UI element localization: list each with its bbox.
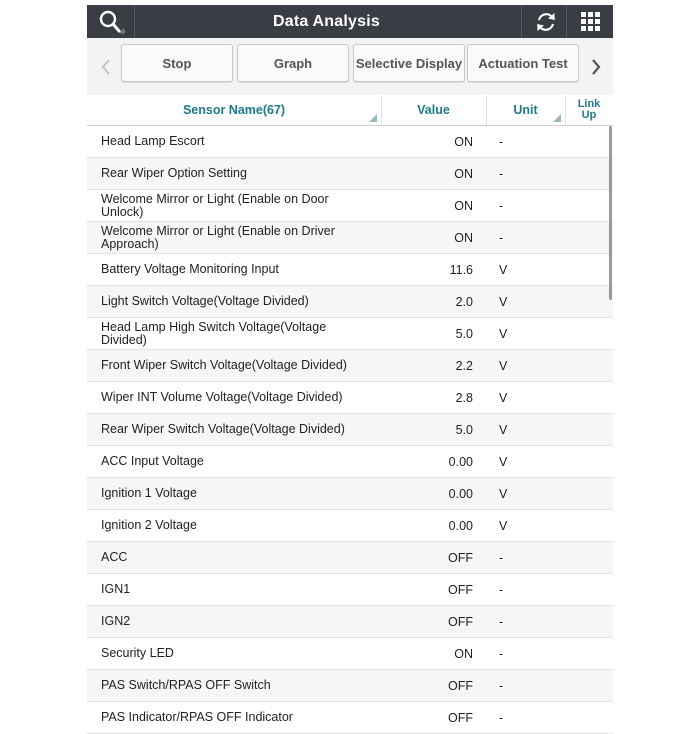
column-header-sensor-name[interactable] [87, 95, 382, 125]
table-row[interactable] [87, 382, 613, 414]
sensor-unit-cell: - [499, 614, 504, 629]
sensor-unit-cell: V [499, 262, 508, 277]
toolbar [87, 38, 613, 96]
sensor-unit-cell: V [499, 454, 508, 469]
sensor-value-cell: 2.8 [455, 390, 473, 405]
search-icon [96, 9, 126, 35]
table-row[interactable] [87, 286, 613, 318]
sensor-name-cell: Security LED [101, 646, 174, 660]
sensor-name-cell: PAS Switch/RPAS OFF Switch [101, 678, 271, 692]
selective-display-button[interactable]: Selective Display [353, 44, 465, 82]
table-header [87, 95, 613, 126]
title-bar [87, 5, 613, 38]
table-row[interactable] [87, 606, 613, 638]
sensor-name-cell: Welcome Mirror or Light (Enable on Driver Approach) [101, 223, 335, 251]
table-row[interactable] [87, 350, 613, 382]
chevron-right-icon [590, 58, 602, 76]
sensor-name-cell: ACC Input Voltage [101, 454, 204, 468]
sensor-unit-cell: - [499, 166, 504, 181]
sensor-unit-cell: - [499, 582, 504, 597]
table-row[interactable] [87, 414, 613, 446]
sort-indicator-icon [369, 114, 377, 122]
sensor-unit-cell: - [499, 198, 504, 213]
sensor-value-cell: ON [454, 230, 473, 245]
sensor-name-cell: Welcome Mirror or Light (Enable on Door Unlock) [101, 191, 329, 219]
sensor-value-cell: ON [454, 646, 473, 661]
table-row[interactable] [87, 542, 613, 574]
sensor-name-cell: Head Lamp High Switch Voltage(Voltage Divided) [101, 319, 327, 347]
table-row[interactable] [87, 510, 613, 542]
toolbar-prev-button[interactable] [91, 38, 121, 95]
sensor-value-cell: OFF [448, 678, 473, 693]
column-header-label-line2: Up [581, 109, 597, 121]
refresh-button[interactable] [521, 5, 569, 38]
table-row[interactable] [87, 190, 613, 222]
sensor-value-cell: 5.0 [455, 422, 473, 437]
sensor-value-cell: 2.2 [455, 358, 473, 373]
refresh-icon [535, 11, 557, 33]
sensor-unit-cell: - [499, 678, 504, 693]
sensor-value-cell: OFF [448, 614, 473, 629]
sensor-unit-cell: V [499, 518, 508, 533]
sensor-unit-cell: - [499, 646, 504, 661]
sensor-value-cell: OFF [448, 710, 473, 725]
sensor-unit-cell: - [499, 230, 504, 245]
sensor-name-cell: Rear Wiper Switch Voltage(Voltage Divided) [101, 422, 345, 436]
toolbar-next-button[interactable] [581, 38, 611, 95]
table-row[interactable] [87, 222, 613, 254]
table-row[interactable] [87, 574, 613, 606]
column-header-label-line1: Link [577, 98, 601, 110]
column-header-link-up [565, 95, 613, 125]
table-row[interactable] [87, 158, 613, 190]
sensor-value-cell: OFF [448, 550, 473, 565]
sensor-value-cell: 0.00 [448, 454, 473, 469]
sensor-name-cell: Light Switch Voltage(Voltage Divided) [101, 294, 309, 308]
stop-button[interactable]: Stop [121, 44, 233, 82]
sensor-unit-cell: V [499, 486, 508, 501]
sensor-value-cell: OFF [448, 582, 473, 597]
sensor-value-cell: 5.0 [455, 326, 473, 341]
sensor-name-cell: Battery Voltage Monitoring Input [101, 262, 279, 276]
column-header-label: Value [417, 103, 450, 117]
column-header-label: Sensor Name(67) [182, 103, 286, 117]
sensor-name-cell: Head Lamp Escort [101, 134, 205, 148]
chevron-left-icon [100, 58, 112, 76]
sensor-value-cell: ON [454, 134, 473, 149]
sensor-value-cell: 0.00 [448, 518, 473, 533]
sensor-value-cell: 2.0 [455, 294, 473, 309]
data-analysis-app [87, 5, 613, 725]
sensor-name-cell: Front Wiper Switch Voltage(Voltage Divided) [101, 358, 347, 372]
sensor-name-cell: Wiper INT Volume Voltage(Voltage Divided) [101, 390, 343, 404]
table-row[interactable] [87, 702, 613, 734]
table-row[interactable] [87, 670, 613, 702]
search-button[interactable] [87, 5, 135, 38]
sensor-unit-cell: V [499, 326, 508, 341]
sensor-unit-cell: V [499, 358, 508, 373]
sensor-value-cell: 11.6 [449, 262, 473, 277]
sensor-unit-cell: - [499, 710, 504, 725]
table-row[interactable] [87, 638, 613, 670]
sensor-table-body [87, 126, 613, 734]
column-header-unit[interactable] [486, 95, 566, 125]
graph-button[interactable]: Graph [237, 44, 349, 82]
sensor-value-cell: 0.00 [448, 486, 473, 501]
table-row[interactable] [87, 254, 613, 286]
sensor-name-cell: Ignition 2 Voltage [101, 518, 197, 532]
grid-menu-icon [581, 12, 601, 32]
sensor-name-cell: Rear Wiper Option Setting [101, 166, 247, 180]
sensor-value-cell: ON [454, 198, 473, 213]
sort-indicator-icon [553, 114, 561, 122]
sensor-unit-cell: - [499, 550, 504, 565]
sensor-name-cell: ACC [101, 550, 128, 564]
table-row[interactable] [87, 126, 613, 158]
sensor-unit-cell: V [499, 294, 508, 309]
sensor-name-cell: PAS Indicator/RPAS OFF Indicator [101, 710, 293, 724]
table-row[interactable] [87, 446, 613, 478]
sensor-name-cell: IGN1 [101, 582, 131, 596]
table-row[interactable] [87, 318, 613, 350]
table-row[interactable] [87, 478, 613, 510]
sensor-value-cell: ON [454, 166, 473, 181]
page-title: Data Analysis [273, 13, 380, 30]
scrollbar[interactable] [609, 126, 612, 300]
sensor-unit-cell: V [499, 422, 508, 437]
sensor-name-cell: IGN2 [101, 614, 131, 628]
actuation-test-button[interactable]: Actuation Test [467, 44, 579, 82]
grid-menu-button[interactable] [566, 5, 614, 38]
sensor-unit-cell: - [499, 134, 504, 149]
column-header-value [381, 95, 487, 125]
column-header-label: Unit [513, 103, 538, 117]
sensor-name-cell: Ignition 1 Voltage [101, 486, 197, 500]
sensor-unit-cell: V [499, 390, 508, 405]
